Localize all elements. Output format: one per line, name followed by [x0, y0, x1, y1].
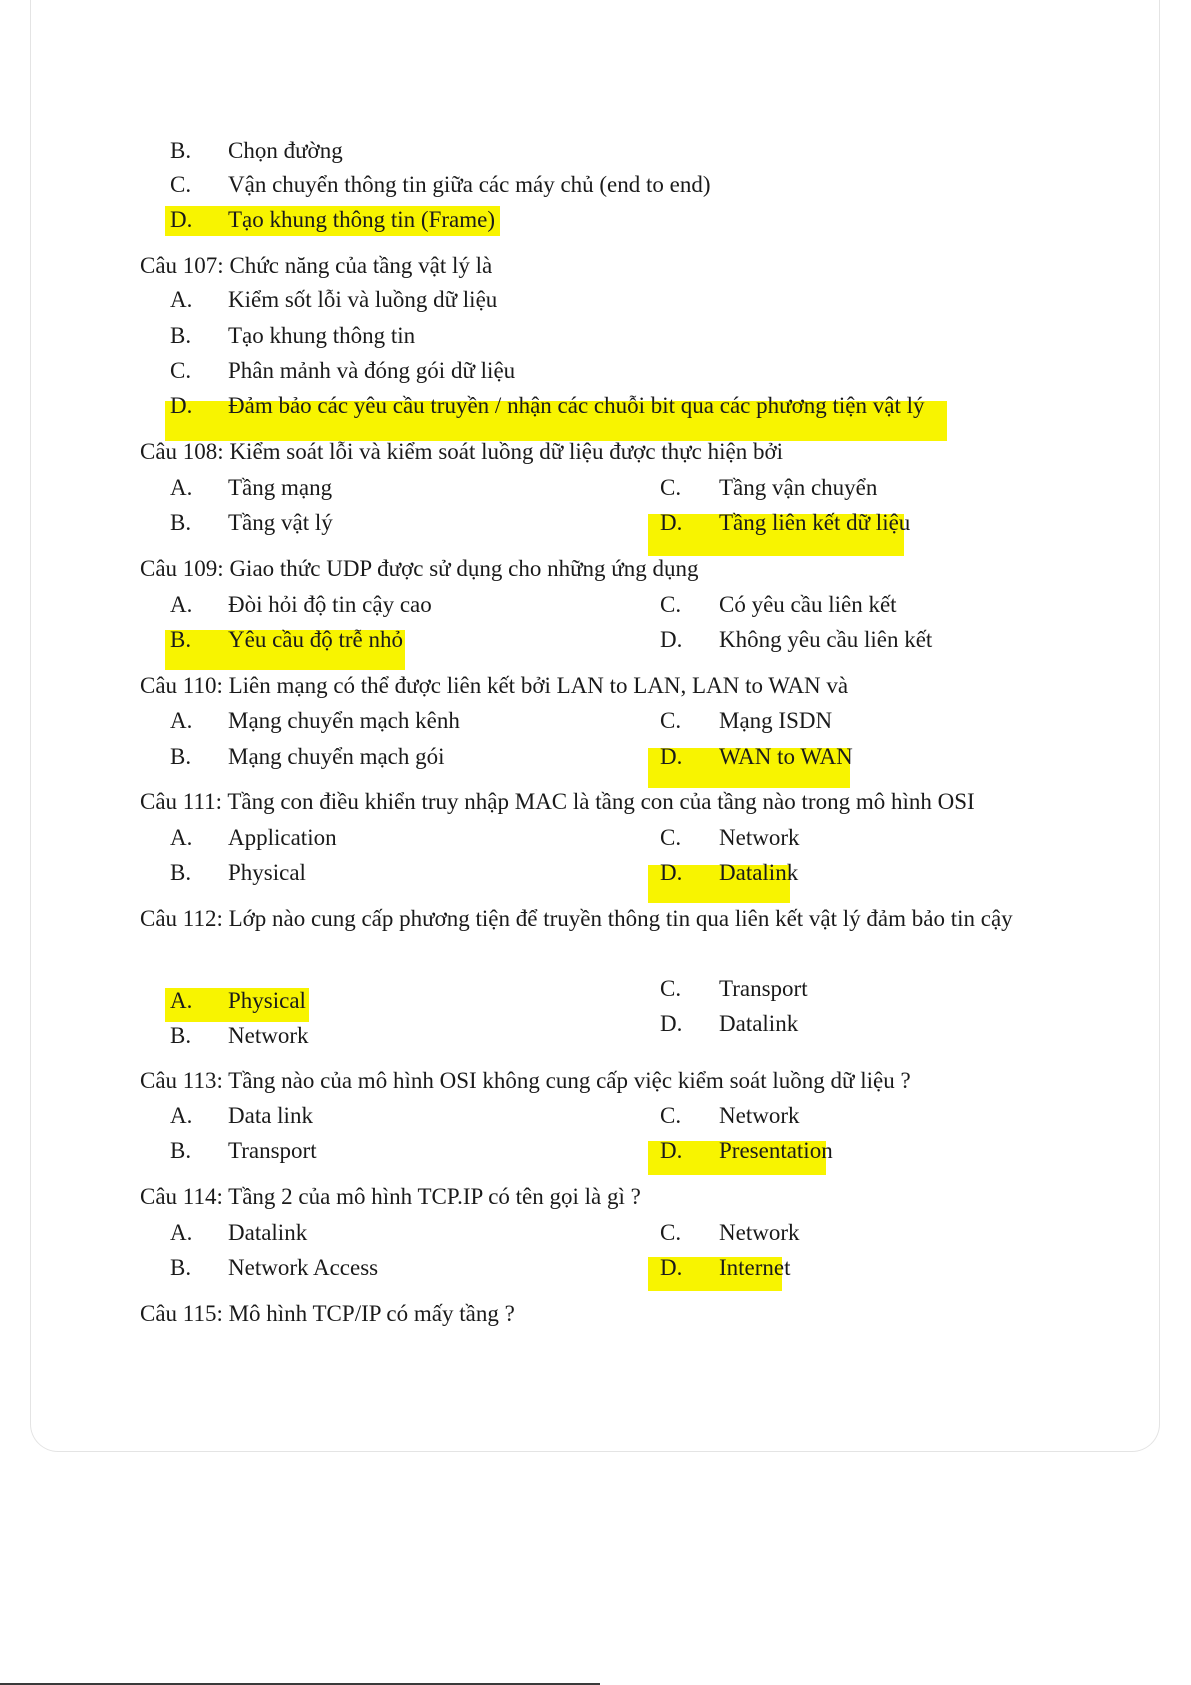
question-110: Câu 110: Liên mạng có thể được liên kết bởi LAN to LAN, LAN to WAN và — [140, 673, 849, 698]
option-item: C. Transport — [660, 976, 808, 1001]
question-115: Câu 115: Mô hình TCP/IP có mấy tầng ? — [140, 1301, 515, 1326]
option-item: B. Mạng chuyển mạch gói — [170, 744, 445, 769]
option-item: B. Chọn đường — [170, 138, 343, 163]
question-112: Câu 112: Lớp nào cung cấp phương tiện để truyền thông tin qua liên kết vật lý đảm bảo tin cậy — [140, 906, 1013, 931]
option-item: C. Network — [660, 1103, 800, 1128]
option-item: B. Tạo khung thông tin — [170, 323, 416, 348]
option-item: C. Tầng vận chuyển — [660, 475, 878, 500]
option-item: B. Network — [170, 1023, 309, 1048]
option-item: A. Physical — [170, 988, 306, 1013]
option-item: C. Có yêu cầu liên kết — [660, 592, 897, 617]
option-item: C. Vận chuyển thông tin giữa các máy chủ (end to end) — [170, 172, 711, 197]
option-item: D. Tạo khung thông tin (Frame) — [170, 207, 496, 232]
option-item: D. Tầng liên kết dữ liệu — [660, 510, 911, 535]
option-item: A. Datalink — [170, 1220, 308, 1245]
option-item: D. Internet — [660, 1255, 791, 1280]
option-item: B. Physical — [170, 860, 306, 885]
option-item: B. Tầng vật lý — [170, 510, 333, 535]
question-107: Câu 107: Chức năng của tầng vật lý là — [140, 253, 493, 278]
option-item: B. Yêu cầu độ trễ nhỏ — [170, 627, 403, 652]
question-114: Câu 114: Tầng 2 của mô hình TCP.IP có tên gọi là gì ? — [140, 1184, 641, 1209]
option-item: C. Network — [660, 1220, 800, 1245]
option-item: A. Tầng mạng — [170, 475, 333, 500]
option-item: D. Không yêu cầu liên kết — [660, 627, 933, 652]
option-item: C. Phân mảnh và đóng gói dữ liệu — [170, 358, 516, 383]
question-113: Câu 113: Tầng nào của mô hình OSI không cung cấp việc kiểm soát luồng dữ liệu ? — [140, 1068, 911, 1093]
option-item: D. WAN to WAN — [660, 744, 853, 769]
option-item: B. Transport — [170, 1138, 317, 1163]
option-item: A. Đòi hỏi độ tin cậy cao — [170, 592, 432, 617]
option-item: A. Data link — [170, 1103, 313, 1128]
option-item: A. Application — [170, 825, 337, 850]
option-item: C. Network — [660, 825, 800, 850]
option-item: D. Datalink — [660, 1011, 799, 1036]
option-item: D. Presentation — [660, 1138, 833, 1163]
option-item: B. Network Access — [170, 1255, 379, 1280]
question-109: Câu 109: Giao thức UDP được sử dụng cho những ứng dụng — [140, 556, 699, 581]
question-111: Câu 111: Tầng con điều khiển truy nhập MAC là tầng con của tầng nào trong mô hình OSI — [140, 789, 975, 814]
question-108: Câu 108: Kiểm soát lỗi và kiểm soát luồng dữ liệu được thực hiện bởi — [140, 439, 784, 464]
option-item: D. Datalink — [660, 860, 799, 885]
option-item: D. Đảm bảo các yêu cầu truyền / nhận các chuỗi bit qua các phương tiện vật lý — [170, 393, 925, 418]
option-item: A. Mạng chuyển mạch kênh — [170, 708, 460, 733]
option-item: C. Mạng ISDN — [660, 708, 833, 733]
option-item: A. Kiểm sốt lỗi và luồng dữ liệu — [170, 287, 498, 312]
